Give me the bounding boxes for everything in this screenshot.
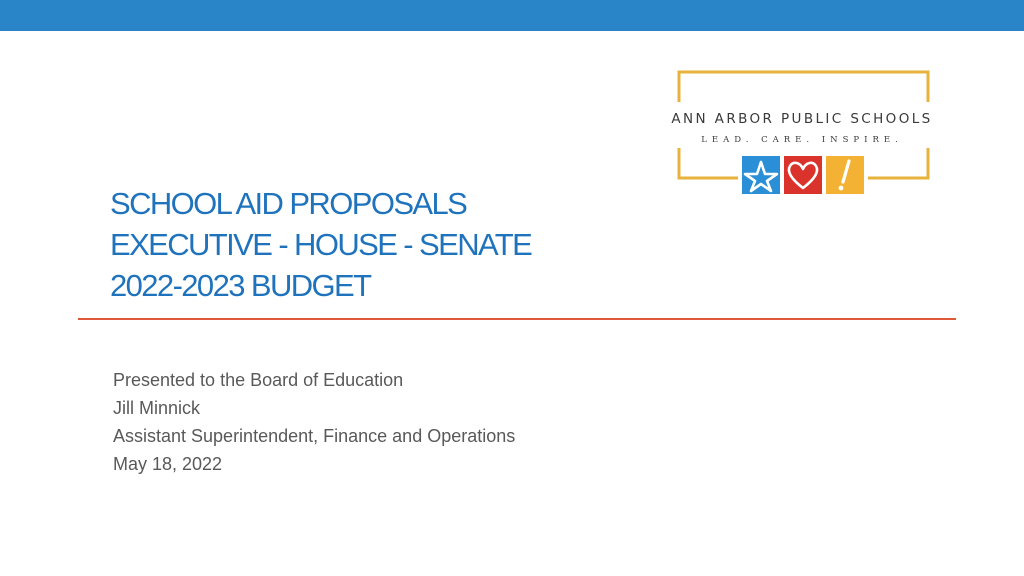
subtitle-line: Assistant Superintendent, Finance and Operations xyxy=(113,426,516,446)
subtitle-line: Presented to the Board of Education xyxy=(113,370,404,390)
subtitle-line: Jill Minnick xyxy=(113,398,201,418)
title-divider xyxy=(78,318,956,320)
exclamation-icon xyxy=(826,156,864,194)
star-icon xyxy=(742,156,780,194)
heart-icon xyxy=(784,156,822,194)
logo-tagline-text: LEAD. CARE. INSPIRE. xyxy=(701,135,903,145)
subtitle-line: May 18, 2022 xyxy=(113,454,223,474)
slide-title xyxy=(110,183,730,306)
title-line: 2022-2023 BUDGET xyxy=(110,268,371,303)
top-accent-bar xyxy=(0,0,1024,31)
school-logo xyxy=(650,70,954,198)
slide-subtitle xyxy=(113,366,713,478)
title-line: SCHOOL AID PROPOSALS xyxy=(110,186,467,221)
title-line: EXECUTIVE - HOUSE - SENATE xyxy=(110,227,532,262)
logo-name-text: ANN ARBOR PUBLIC SCHOOLS xyxy=(671,111,933,127)
